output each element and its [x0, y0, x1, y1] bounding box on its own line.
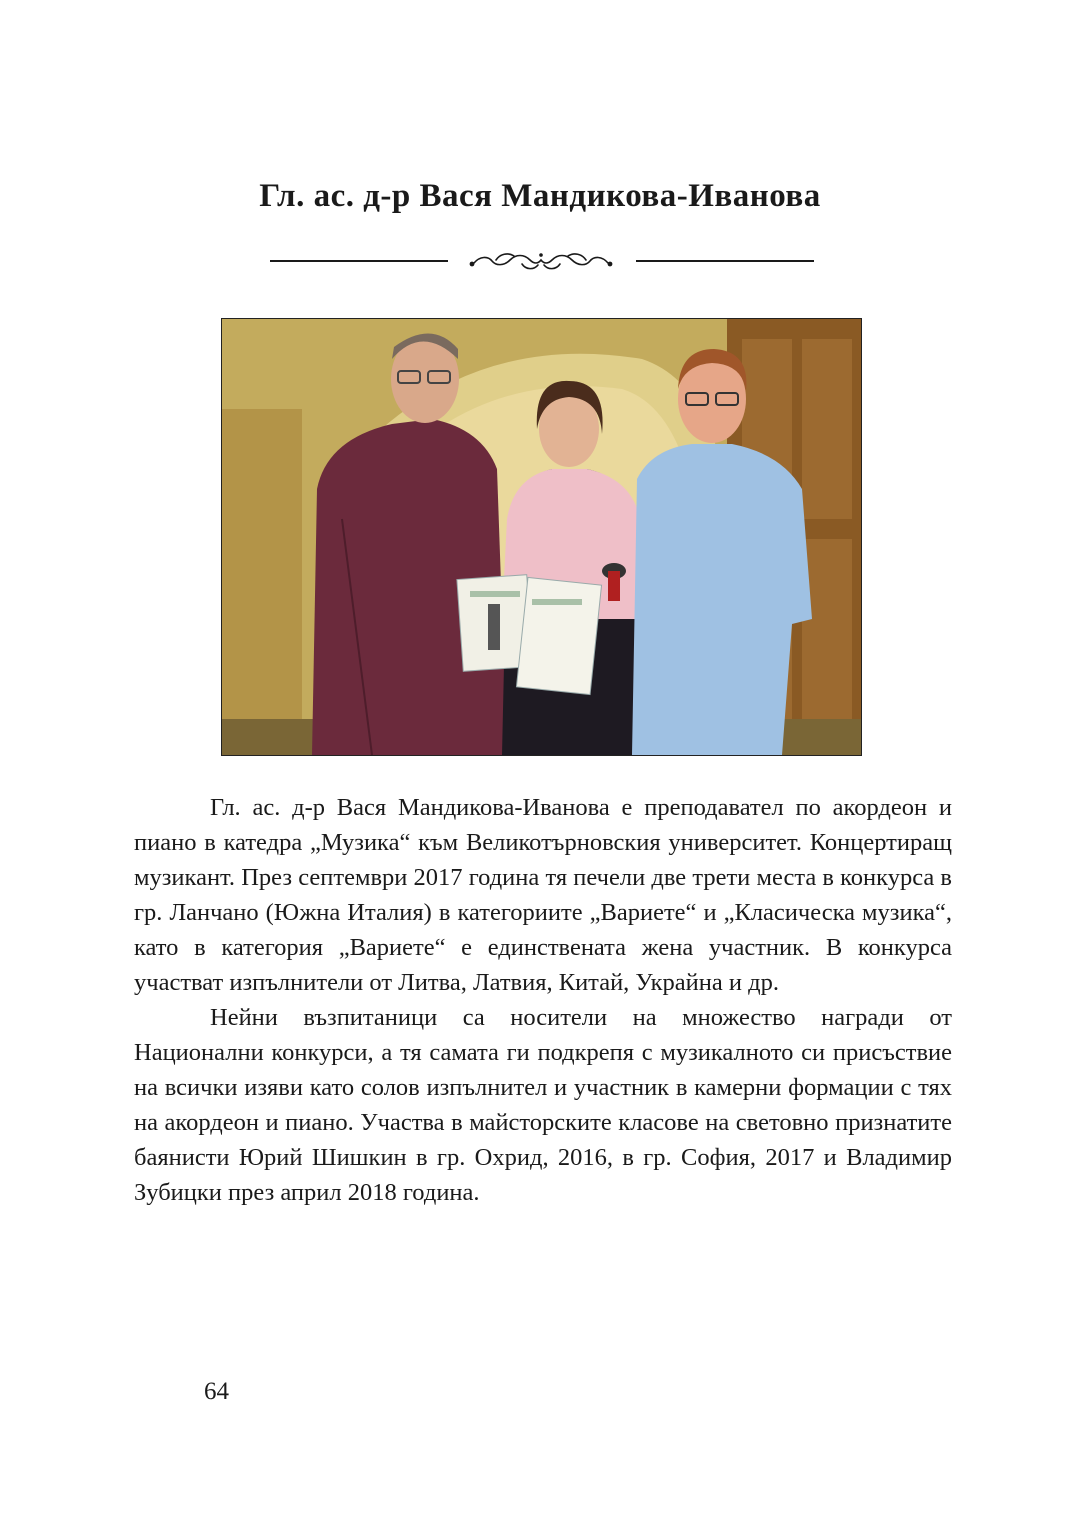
- paragraph-1: Гл. ас. д-р Вася Мандикова-Иванова е преподавател по акордеон и пиано в катедра „Музика“ към Великотърновския университет. Концертиращ музикант. През септември 2017 година тя печели две трети места в конкурса в гр. Ланчано (Южна Италия) в категориите „Вариете“ и „Класическа музика“, като в категория „Вариете“ е единствената жена участник. В конкурса участват изпълнители от Литва, Латвия, Китай, Украйна и др.: [134, 794, 952, 996]
- page-number: 64: [204, 1378, 229, 1405]
- flourish-ornament-icon: [466, 248, 616, 274]
- page-title: Гл. ас. д-р Вася Мандикова-Иванова: [259, 178, 821, 214]
- biography-text: [134, 790, 952, 1210]
- portrait-photo: [221, 318, 862, 756]
- divider-rule-right: [636, 260, 814, 262]
- divider-rule-left: [270, 260, 448, 262]
- photo-three-people-icon: [222, 319, 861, 755]
- paragraph-2: Нейни възпитаници са носители на множество награди от Национални конкурси, а тя самата ги подкрепя с музикалното си присъствие на всички изяви като солов изпълнител и участник в камерни формации с тях на акордеон и пиано. Участва в майсторските класове на световно признатите баянисти Юрий Шишкин в гр. Охрид, 2016, в гр. София, 2017 и Владимир Зубицки през април 2018 година.: [134, 1004, 952, 1206]
- title-divider: [270, 246, 815, 276]
